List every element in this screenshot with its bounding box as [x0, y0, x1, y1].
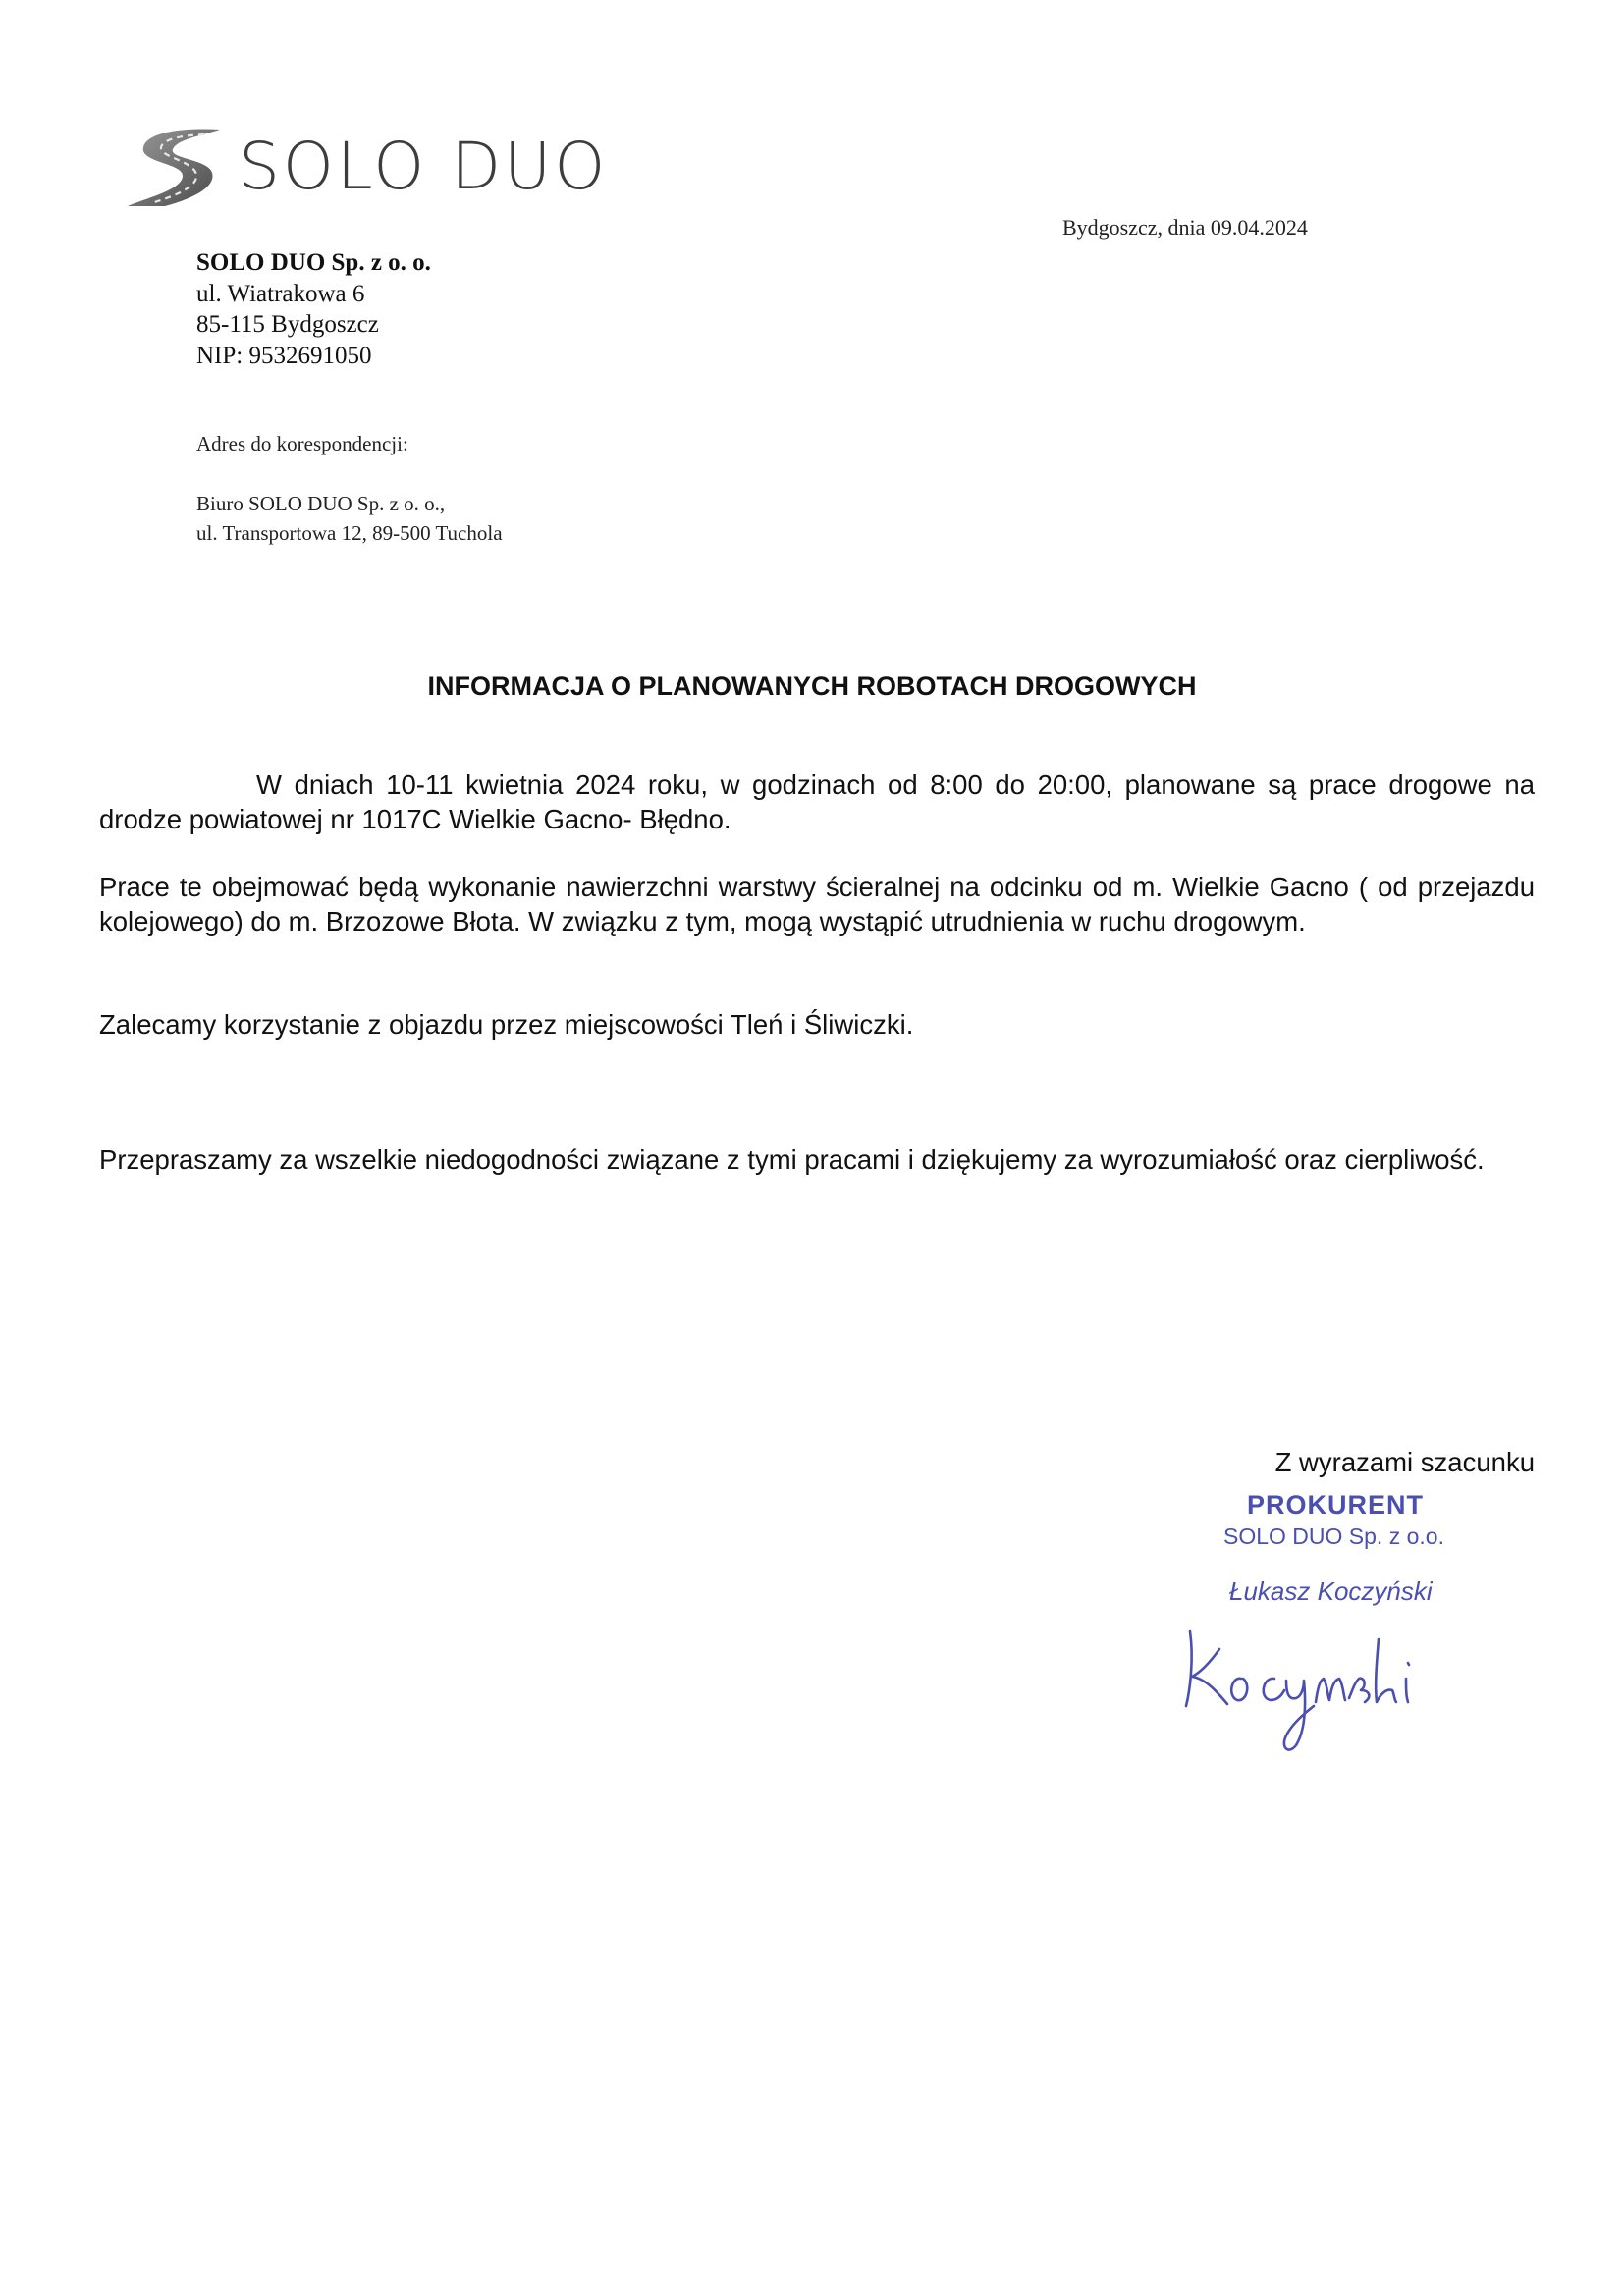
- sender-address: [196, 247, 431, 371]
- document-heading: INFORMACJA O PLANOWANYCH ROBOTACH DROGOWYCH: [427, 671, 1197, 701]
- correspondence-address: [196, 489, 503, 548]
- paragraph-1: W dniach 10-11 kwietnia 2024 roku, w godzinach od 8:00 do 20:00, planowane są prace drogowe na drodze powiatowej nr 1017C Wielkie Gacno- Błędno.: [99, 770, 1535, 834]
- company-logo: [126, 126, 617, 208]
- correspondence-label: Adres do korespondencji:: [196, 432, 408, 455]
- sender-nip: NIP: 9532691050: [196, 342, 372, 369]
- correspondence-line-2: ul. Transportowa 12, 89-500 Tuchola: [196, 521, 503, 545]
- stamp-person: Łukasz Koczyński: [1229, 1576, 1433, 1606]
- sender-city: 85-115 Bydgoszcz: [196, 311, 379, 338]
- letter-date: Bydgoszcz, dnia 09.04.2024: [1062, 215, 1308, 240]
- paragraph-3: Zalecamy korzystanie z objazdu przez miejscowości Tleń i Śliwiczki.: [99, 1009, 914, 1040]
- stamp-company: SOLO DUO Sp. z o.o.: [1223, 1523, 1444, 1549]
- handwritten-signature: [1176, 1620, 1451, 1757]
- paragraph-2: Prace te obejmować będą wykonanie nawierzchni warstwy ścieralnej na odcinku od m. Wielkie Gacno ( od przejazdu kolejowego) do m. Brzozowe Błota. W związku z tym, mogą wystąpić utrudnienia w ruchu drogowym.: [99, 872, 1535, 936]
- sender-street: ul. Wiatrakowa 6: [196, 280, 365, 307]
- correspondence-line-1: Biuro SOLO DUO Sp. z o. o.,: [196, 492, 446, 515]
- logo-wordmark: SOLO DUO: [239, 129, 609, 204]
- stamp-title: PROKURENT: [1247, 1490, 1425, 1520]
- paragraph-4: Przepraszamy za wszelkie niedogodności związane z tymi pracami i dziękujemy za wyrozumiałość oraz cierpliwość.: [99, 1145, 1485, 1175]
- sender-name: SOLO DUO Sp. z o. o.: [196, 249, 431, 276]
- closing-salutation: Z wyrazami szacunku: [1274, 1447, 1535, 1477]
- road-logo-icon: [126, 126, 224, 208]
